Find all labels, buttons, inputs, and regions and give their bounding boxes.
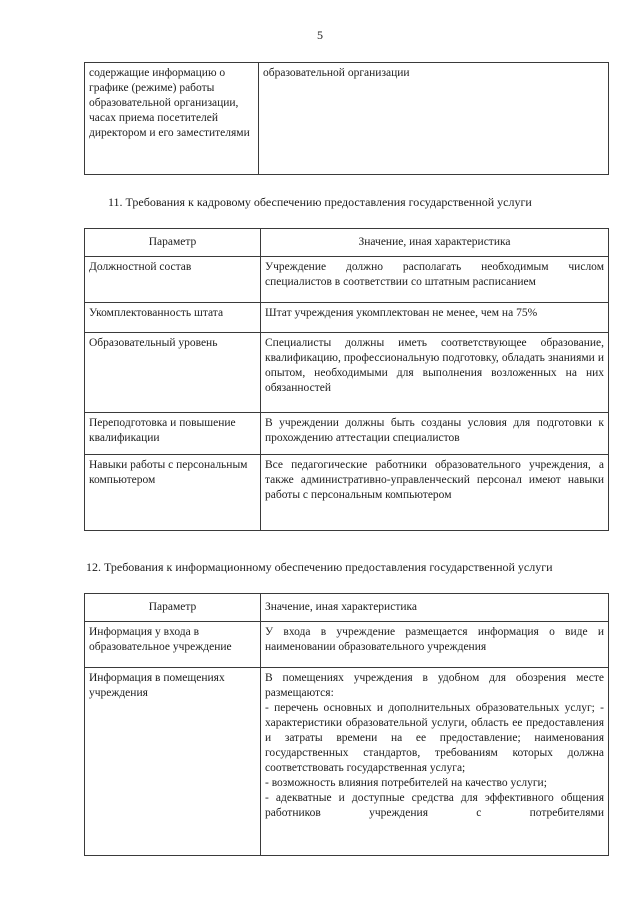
page-number: 5 — [317, 28, 323, 42]
value-cell — [261, 668, 609, 856]
table-row — [85, 303, 609, 333]
table-header-row — [85, 229, 609, 257]
table-row — [85, 455, 609, 531]
param-cell: Информация у входа в образовательное учреждение — [85, 622, 261, 668]
staffing-table — [84, 228, 609, 531]
intro-text: В помещениях учреждения в удобном для обозрения месте размещаются: — [265, 672, 604, 699]
value-cell: У входа в учреждение размещается информация о виде и наименовании образовательного учреждения — [261, 622, 609, 668]
param-cell: Образовательный уровень — [85, 333, 261, 413]
param-cell: Переподготовка и повышение квалификации — [85, 413, 261, 455]
column-header-param: Параметр — [85, 229, 261, 257]
table-row — [85, 413, 609, 455]
table-row — [85, 63, 609, 175]
column-header-value: Значение, иная характеристика — [261, 594, 609, 622]
param-cell: Информация в помещениях учреждения — [85, 668, 261, 856]
continuation-table — [84, 62, 609, 175]
column-header-value: Значение, иная характеристика — [261, 229, 609, 257]
value-cell: Специалисты должны иметь соответствующее образование, квалификацию, профессиональную подготовку, обладать знаниями и опытом, необходимыми для выполнения возложенных на них обязанностей — [261, 333, 609, 413]
table-row — [85, 668, 609, 856]
value-cell: Учреждение должно располагать необходимым числом специалистов в соответствии со штатным расписанием — [261, 257, 609, 303]
table-row — [85, 257, 609, 303]
information-table — [84, 593, 609, 856]
value-cell: Все педагогические работники образовательного учреждения, а также административно-управленческий персонал имеют навыки работы с персональным компьютером — [261, 455, 609, 531]
param-cell: Должностной состав — [85, 257, 261, 303]
value-cell: Штат учреждения укомплектован не менее, чем на 75% — [261, 303, 609, 333]
list-item: - адекватные и доступные средства для эффективного общения работников учреждения с потребителями — [265, 792, 604, 819]
section-11-heading: 11. Требования к кадровому обеспечению предоставления государственной услуги — [108, 195, 532, 209]
table-row — [85, 622, 609, 668]
param-cell: Навыки работы с персональным компьютером — [85, 455, 261, 531]
table-cell: содержащие информацию о графике (режиме) работы образовательной организации, часах приема посетителей директором и его заместителями — [85, 63, 259, 175]
column-header-param: Параметр — [85, 594, 261, 622]
table-row — [85, 333, 609, 413]
list-item: - возможность влияния потребителей на качество услуги; — [265, 777, 547, 789]
value-cell: В учреждении должны быть созданы условия для подготовки к прохождению аттестации специалистов — [261, 413, 609, 455]
table-cell: образовательной организации — [259, 63, 609, 175]
param-cell: Укомплектованность штата — [85, 303, 261, 333]
table-header-row — [85, 594, 609, 622]
section-12-heading: 12. Требования к информационному обеспечению предоставления государственной услуги — [86, 560, 553, 574]
list-item: - перечень основных и дополнительных образовательных услуг; - характеристики образовательной услуги, область ее предоставления и затраты времени на ее предоставление; наименования государственных стандартов, требованиям которых должна соответствовать государственная услуга; — [265, 702, 604, 774]
